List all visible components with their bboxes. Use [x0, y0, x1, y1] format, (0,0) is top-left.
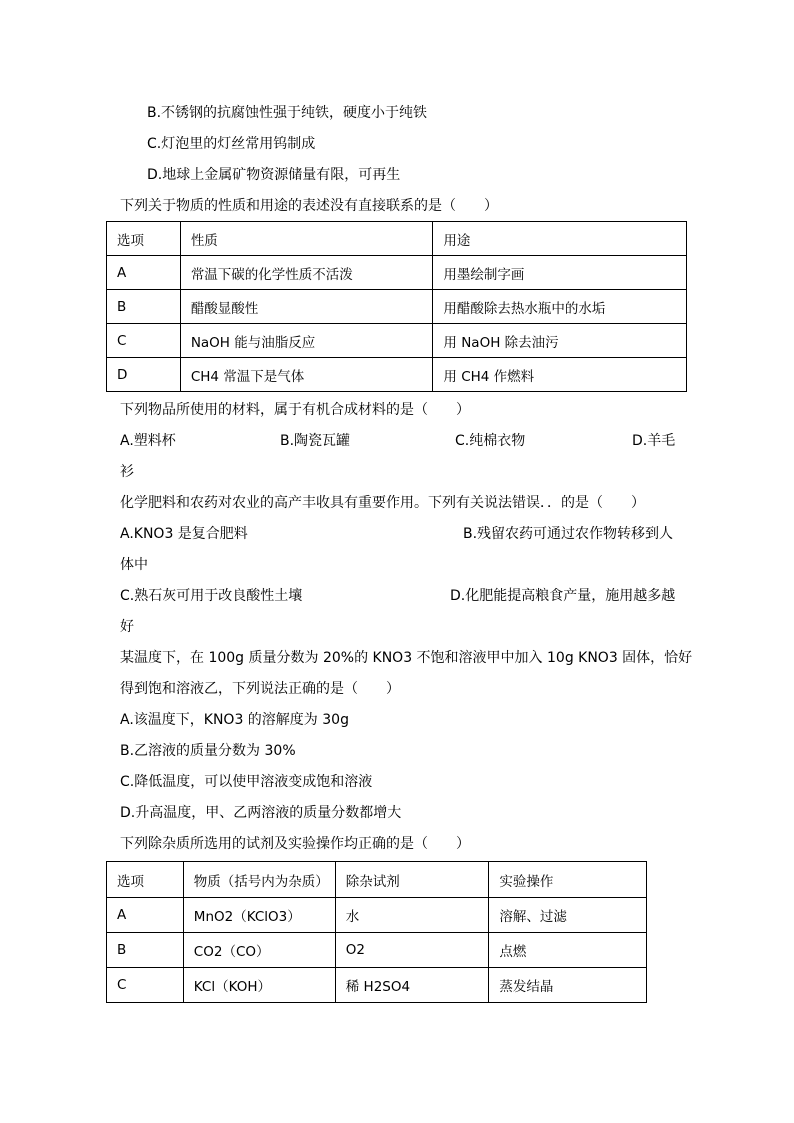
table-cell: 常温下碳的化学性质不活泼 — [180, 256, 433, 290]
question-stem: 化学肥料和农药对农业的高产丰收具有重要作用。下列有关说法错误．．的是（ ） — [120, 495, 645, 511]
option-b: B.残留农药可通过农作物转移到人 — [463, 526, 674, 542]
table-cell: KCl（KOH） — [183, 968, 335, 1003]
option-b: B.陶瓷瓦罐 — [280, 433, 351, 449]
table-cell: A — [107, 256, 181, 290]
table-cell: CH4 常温下是气体 — [180, 358, 433, 392]
question-stem: 下列除杂质所选用的试剂及实验操作均正确的是（ ） — [120, 836, 470, 852]
option-b-wrap: 体中 — [120, 557, 148, 573]
impurity-removal-table — [106, 861, 647, 1003]
table-header: 性质 — [180, 222, 433, 256]
table-cell: 点燃 — [489, 933, 647, 968]
table-row — [107, 324, 687, 358]
question-stem: 下列物品所使用的材料，属于有机合成材料的是（ ） — [120, 402, 470, 418]
table-header: 用途 — [433, 222, 687, 256]
table-header: 选项 — [107, 862, 184, 898]
table-cell: B — [107, 290, 181, 324]
question-stem-cont: 得到饱和溶液乙，下列说法正确的是（ ） — [120, 681, 400, 697]
option-c: C.纯棉衣物 — [455, 433, 526, 449]
table-header: 除杂试剂 — [335, 862, 489, 898]
table-cell: 用 CH4 作燃料 — [433, 358, 687, 392]
table-row — [107, 256, 687, 290]
option-d: D.羊毛 — [632, 433, 676, 449]
table-header: 选项 — [107, 222, 181, 256]
table-cell: MnO2（KClO3） — [183, 898, 335, 933]
table-header: 实验操作 — [489, 862, 647, 898]
table-cell: O2 — [335, 933, 489, 968]
table-header-row — [107, 862, 647, 898]
option-d: D.升高温度，甲、乙两溶液的质量分数都增大 — [120, 805, 402, 821]
option-a: A.塑料杯 — [120, 433, 176, 449]
option-d-line: D.地球上金属矿物资源储量有限，可再生 — [147, 167, 401, 183]
option-d-wrap: 好 — [120, 619, 134, 635]
table-cell: 醋酸显酸性 — [180, 290, 433, 324]
option-c-line: C.灯泡里的灯丝常用钨制成 — [147, 136, 316, 152]
table-header-row — [107, 222, 687, 256]
table-cell: 用 NaOH 除去油污 — [433, 324, 687, 358]
option-d-wrap: 衫 — [120, 464, 134, 480]
table-cell: 水 — [335, 898, 489, 933]
table-cell: 稀 H2SO4 — [335, 968, 489, 1003]
option-b-line: B.不锈钢的抗腐蚀性强于纯铁，硬度小于纯铁 — [147, 105, 428, 121]
table-cell: 用醋酸除去热水瓶中的水垢 — [433, 290, 687, 324]
option-c: C.降低温度，可以使甲溶液变成饱和溶液 — [120, 774, 373, 790]
table-cell: C — [107, 968, 184, 1003]
table-row — [107, 933, 647, 968]
table-cell: CO2（CO） — [183, 933, 335, 968]
table-cell: 用墨绘制字画 — [433, 256, 687, 290]
table-row — [107, 358, 687, 392]
table-header: 物质（括号内为杂质） — [183, 862, 335, 898]
table-row — [107, 968, 647, 1003]
option-a: A.KNO3 是复合肥料 — [120, 526, 248, 542]
table-row — [107, 898, 647, 933]
question-stem: 下列关于物质的性质和用途的表述没有直接联系的是（ ） — [120, 198, 498, 214]
table-cell: B — [107, 933, 184, 968]
table-cell: C — [107, 324, 181, 358]
option-d: D.化肥能提高粮食产量，施用越多越 — [450, 588, 676, 604]
table-row — [107, 290, 687, 324]
option-a: A.该温度下，KNO3 的溶解度为 30g — [120, 712, 349, 728]
table-cell: A — [107, 898, 184, 933]
property-use-table — [106, 221, 687, 392]
question-stem: 某温度下，在 100g 质量分数为 20%的 KNO3 不饱和溶液甲中加入 10g KNO3 固体，恰好 — [120, 650, 693, 666]
option-b: B.乙溶液的质量分数为 30% — [120, 743, 296, 759]
table-cell: NaOH 能与油脂反应 — [180, 324, 433, 358]
table-cell: 溶解、过滤 — [489, 898, 647, 933]
table-cell: 蒸发结晶 — [489, 968, 647, 1003]
option-c: C.熟石灰可用于改良酸性土壤 — [120, 588, 303, 604]
table-cell: D — [107, 358, 181, 392]
